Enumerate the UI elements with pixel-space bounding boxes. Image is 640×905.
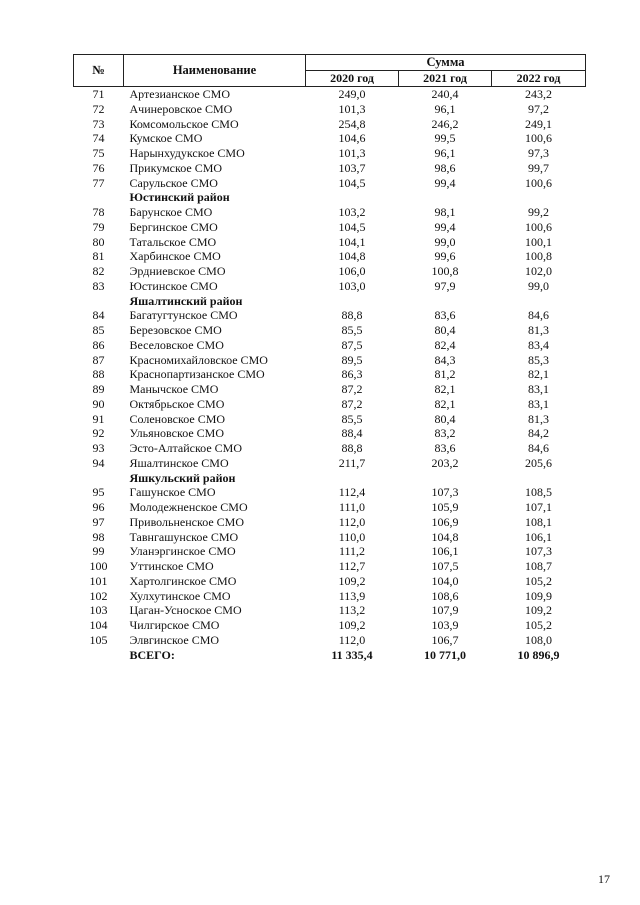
table-row [74,456,586,471]
table-row [74,633,586,648]
municipality-name: Хартолгинское СМО [129,573,237,588]
district-heading-row [74,294,586,309]
table-row [74,117,586,132]
row-number: 96 [92,500,105,514]
amount-2021: 80,4 [434,323,456,337]
municipality-name: Харбинское СМО [129,249,221,264]
empty-cell [306,294,399,309]
row-number: 75 [92,146,105,160]
amount-2020: 113,9 [338,588,366,603]
amount-2022: 100,8 [525,249,552,264]
municipality-name: Краснопартизанское СМО [129,367,265,382]
row-number: 86 [92,337,105,352]
row-number: 91 [92,411,105,426]
amount-2022: 243,2 [525,87,552,101]
amount-2020: 110,0 [338,529,366,544]
amount-2021: 104,0 [431,573,459,588]
amount-2021: 84,3 [434,352,456,367]
table-row [74,515,586,530]
row-number: 92 [92,426,105,441]
amount-2020: 104,6 [338,131,366,146]
row-number: 102 [89,588,108,603]
amount-2022: 84,2 [528,426,549,441]
amount-2020: 112,7 [338,559,366,573]
amount-2020: 249,0 [338,87,366,101]
municipality-name: Уттинское СМО [129,559,214,573]
table-row [74,161,586,176]
row-number: 73 [92,116,105,131]
row-number: 89 [92,382,105,396]
row-number: 79 [92,219,105,234]
amount-2020: 112,0 [338,632,366,647]
amount-2022: 97,2 [528,101,549,116]
row-number: 74 [92,131,105,146]
amount-2021: 107,9 [431,603,459,618]
municipality-name: Бергинское СМО [129,219,218,234]
amount-2021: 82,1 [434,396,456,411]
header-year-2021: 2021 год [399,71,492,87]
amount-2021: 98,6 [434,160,456,175]
amount-2022: 108,7 [525,559,552,573]
amount-2021: 100,8 [431,264,459,278]
amount-2020: 211,7 [338,455,366,470]
amount-2021: 105,9 [431,500,459,514]
amount-2020: 104,5 [338,175,366,190]
table-row [74,131,586,146]
table-row [74,87,586,102]
amount-2020: 87,2 [341,396,363,411]
table-row [74,146,586,161]
municipality-name: Чилгирское СМО [129,618,220,632]
municipality-name: Эрдниевское СМО [129,264,226,278]
municipality-name: Красномихайловское СМО [129,352,268,367]
row-number: 83 [92,278,105,293]
amount-2020: 109,2 [338,618,366,632]
amount-2020: 111,2 [338,544,366,559]
amount-2022: 84,6 [528,441,549,455]
amount-2022: 99,7 [528,160,549,175]
municipality-name: Березовское СМО [129,323,222,337]
amount-2021: 103,9 [431,618,459,632]
municipality-name: Гашунское СМО [129,485,216,500]
amount-2021: 246,2 [431,116,459,131]
empty-cell [492,471,586,486]
table-row [74,441,586,456]
municipality-name: Эсто-Алтайское СМО [129,441,242,455]
amount-2020: 111,0 [338,500,366,514]
row-number: 100 [89,559,108,573]
page-number: 17 [598,872,610,886]
empty-cell [399,190,492,205]
row-number: 82 [92,264,105,278]
amount-2020: 89,5 [341,352,363,367]
amount-2022: 83,4 [528,337,549,352]
municipality-name: Комсомольское СМО [129,116,239,131]
district-heading-row [74,471,586,486]
budget-table [73,54,586,662]
row-number: 78 [92,205,105,219]
table-row [74,589,586,604]
row-number: 71 [92,87,105,101]
municipality-name: Цаган-Усноское СМО [129,603,242,618]
row-number: 85 [92,323,105,337]
amount-2022: 106,1 [525,529,552,544]
amount-2021: 80,4 [434,411,456,426]
amount-2020: 11 335,4 [331,647,373,662]
amount-2021: 81,2 [434,367,456,382]
row-number: 72 [92,101,105,116]
municipality-name: Артезианское СМО [129,87,230,101]
table-row [74,559,586,574]
amount-2021: 107,5 [431,559,459,573]
amount-2021: 108,6 [431,588,459,603]
amount-2022: 100,6 [525,131,552,146]
row-number: 95 [92,485,105,500]
amount-2020: 85,5 [341,411,363,426]
amount-2022: 105,2 [525,573,552,588]
row-number: 101 [89,573,108,588]
amount-2020: 103,2 [338,205,366,219]
amount-2022: 83,1 [528,396,549,411]
table-row [74,220,586,235]
amount-2021: 96,1 [434,146,456,160]
table-row [74,102,586,117]
amount-2021: 83,6 [434,441,456,455]
municipality-name: Яшалтинское СМО [129,455,229,470]
municipality-name: Ульяновское СМО [129,426,224,441]
amount-2020: 101,3 [338,101,366,116]
amount-2020: 254,8 [338,116,366,131]
amount-2022: 81,3 [528,411,549,426]
amount-2022: 107,1 [525,500,552,514]
municipality-name: Манычское СМО [129,382,219,396]
amount-2020: 104,5 [338,219,366,234]
row-number: 87 [92,352,105,367]
amount-2021: 99,4 [434,175,456,190]
table-row [74,412,586,427]
table-row [74,382,586,397]
row-number [74,648,124,663]
row-number [74,190,124,205]
amount-2022: 249,1 [525,116,552,131]
header-year-2020: 2020 год [306,71,399,87]
municipality-name: Сарульское СМО [129,175,218,190]
amount-2021: 106,7 [431,632,459,647]
amount-2021: 99,4 [434,219,456,234]
row-number: 84 [92,308,105,323]
table-row [74,264,586,279]
row-number: 94 [92,455,105,470]
amount-2022: 109,9 [525,588,552,603]
amount-2022: 107,3 [525,544,552,559]
empty-cell [492,190,586,205]
table-body [74,87,586,663]
empty-cell [492,294,586,309]
amount-2021: 82,1 [434,382,456,396]
amount-2020: 113,2 [338,603,366,618]
row-number: 103 [89,603,108,618]
row-number [74,471,124,486]
amount-2022: 108,0 [525,632,552,647]
district-heading: Юстинский район [129,190,230,205]
row-number: 80 [92,234,105,249]
amount-2022: 99,0 [528,278,549,293]
empty-cell [399,471,492,486]
empty-cell [306,190,399,205]
municipality-name: Тавнгашунское СМО [129,529,239,544]
amount-2022: 100,6 [525,175,552,190]
table-row [74,530,586,545]
table-row [74,205,586,220]
amount-2021: 96,1 [434,101,456,116]
amount-2022: 10 896,9 [517,647,560,662]
amount-2021: 99,0 [434,234,456,249]
amount-2022: 83,1 [528,382,549,396]
amount-2020: 87,2 [341,382,363,396]
municipality-name: Уланэргинское СМО [129,544,236,559]
table-row [74,397,586,412]
table-row [74,574,586,589]
municipality-name: Прикумское СМО [129,160,223,175]
table-row [74,176,586,191]
amount-2021: 106,9 [431,514,459,529]
amount-2021: 98,1 [434,205,456,219]
row-number: 99 [92,544,105,559]
amount-2021: 240,4 [431,87,459,101]
amount-2022: 99,2 [528,205,549,219]
amount-2022: 97,3 [528,146,549,160]
municipality-name: Октябрьское СМО [129,396,225,411]
table-row [74,618,586,633]
amount-2022: 85,3 [528,352,549,367]
municipality-name: Веселовское СМО [129,337,224,352]
amount-2020: 103,7 [338,160,366,175]
municipality-name: Молодежненское СМО [129,500,248,514]
amount-2022: 108,5 [525,485,552,500]
row-number: 81 [92,249,105,264]
row-number: 93 [92,441,105,455]
amount-2021: 83,2 [434,426,456,441]
table-row [74,323,586,338]
amount-2021: 99,5 [434,131,456,146]
total-label: ВСЕГО: [129,647,175,662]
table-row [74,500,586,515]
amount-2020: 88,8 [341,308,363,323]
header-sum: Сумма [306,55,586,71]
document-page [73,54,585,662]
amount-2021: 82,4 [434,337,456,352]
amount-2020: 104,8 [338,249,366,264]
amount-2020: 85,5 [341,323,363,337]
amount-2022: 102,0 [525,264,552,278]
amount-2022: 108,1 [525,514,552,529]
header-number: № [74,55,124,87]
amount-2021: 83,6 [434,308,456,323]
municipality-name: Элвгинское СМО [129,632,220,647]
table-row [74,603,586,618]
amount-2020: 86,3 [341,367,363,382]
district-heading: Яшкульский район [129,470,236,485]
municipality-name: Кумское СМО [129,131,203,146]
amount-2022: 81,3 [528,323,549,337]
amount-2022: 109,2 [525,603,552,618]
total-row [74,648,586,663]
municipality-name: Багатугтунское СМО [129,308,238,323]
row-number: 76 [92,160,105,175]
amount-2020: 101,3 [338,146,366,160]
amount-2020: 88,4 [341,426,363,441]
table-row [74,353,586,368]
amount-2020: 87,5 [341,337,363,352]
amount-2020: 103,0 [338,278,366,293]
municipality-name: Соленовское СМО [129,411,226,426]
header-year-2022: 2022 год [492,71,586,87]
municipality-name: Юстинское СМО [129,278,218,293]
empty-cell [306,471,399,486]
amount-2021: 104,8 [431,529,459,544]
amount-2022: 84,6 [528,308,549,323]
amount-2021: 97,9 [434,278,456,293]
district-heading-row [74,190,586,205]
municipality-name: Нарынхудукское СМО [129,146,245,160]
amount-2020: 112,4 [338,485,366,500]
amount-2020: 104,1 [338,234,366,249]
table-row [74,279,586,294]
table-row [74,485,586,500]
row-number: 90 [92,396,105,411]
amount-2022: 205,6 [525,455,552,470]
row-number [74,294,124,309]
row-number: 88 [92,367,105,382]
amount-2022: 100,1 [525,234,552,249]
amount-2022: 105,2 [525,618,552,632]
municipality-name: Хулхутинское СМО [129,588,231,603]
amount-2022: 100,6 [525,219,552,234]
row-number: 98 [92,529,105,544]
district-heading: Яшалтинский район [129,293,243,308]
table-row [74,235,586,250]
amount-2021: 10 771,0 [424,647,466,662]
table-row [74,308,586,323]
row-number: 105 [89,632,108,647]
amount-2020: 88,8 [341,441,363,455]
table-row [74,249,586,264]
amount-2021: 106,1 [431,544,459,559]
empty-cell [399,294,492,309]
municipality-name: Ачинеровское СМО [129,101,233,116]
municipality-name: Барунское СМО [129,205,213,219]
row-number: 104 [89,618,108,632]
amount-2020: 109,2 [338,573,366,588]
amount-2021: 203,2 [431,455,459,470]
table-row [74,426,586,441]
municipality-name: Татальское СМО [129,234,217,249]
amount-2020: 106,0 [338,264,366,278]
table-header [74,55,586,87]
amount-2021: 107,3 [431,485,459,500]
table-row [74,544,586,559]
municipality-name: Привольненское СМО [129,514,245,529]
amount-2020: 112,0 [338,514,366,529]
row-number: 77 [92,175,105,190]
table-row [74,367,586,382]
amount-2022: 82,1 [528,367,549,382]
row-number: 97 [92,514,105,529]
amount-2021: 99,6 [434,249,456,264]
table-row [74,338,586,353]
header-name: Наименование [124,55,306,87]
